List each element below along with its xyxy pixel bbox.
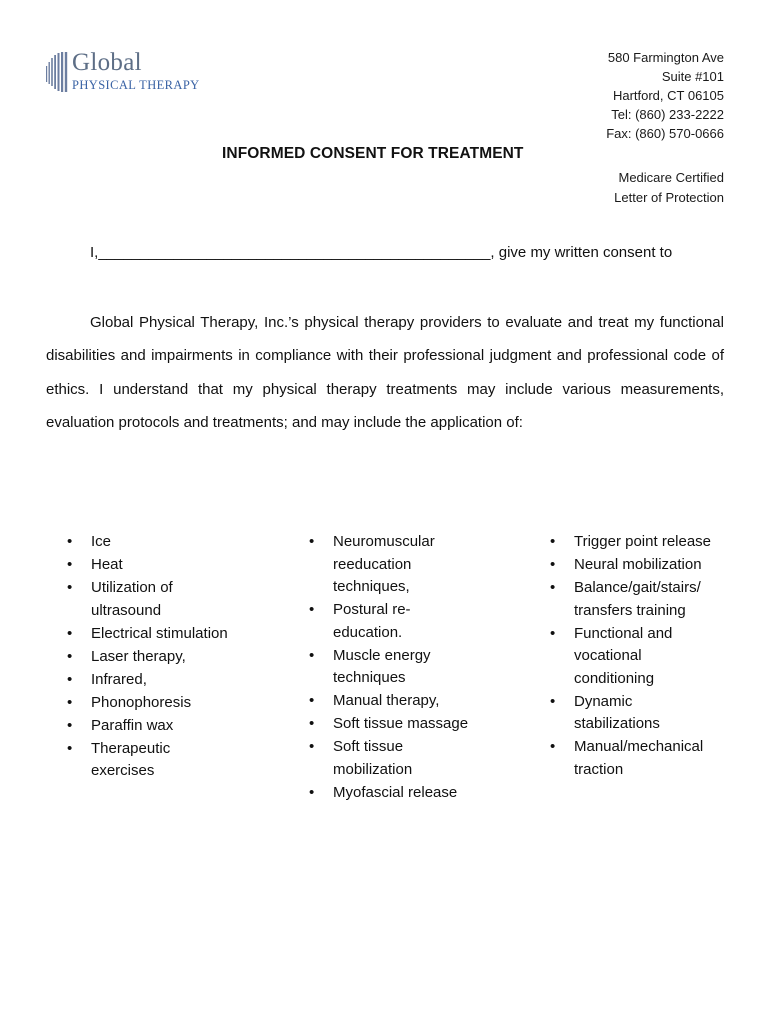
treatment-item: • Therapeutic exercises: [67, 738, 201, 783]
status-medicare: Medicare Certified: [618, 170, 724, 185]
treatment-list-column-2: [309, 531, 499, 805]
treatment-item: • Utilization of ultrasound: [67, 577, 201, 622]
clinic-address: [606, 48, 724, 143]
logo-subtitle: PHYSICAL THERAPY: [72, 78, 200, 92]
treatment-item: • Muscle energy techniques: [309, 645, 453, 690]
treatment-item: • Balance/gait/stairs/ transfers training: [550, 577, 724, 622]
treatment-item: • Postural re-education.: [309, 599, 425, 644]
treatment-item: • Functional and vocational conditioning: [550, 623, 694, 691]
treatment-item: • Ice: [67, 531, 267, 554]
document-title: INFORMED CONSENT FOR TREATMENT: [222, 145, 524, 162]
address-suite: Suite #101: [661, 69, 724, 84]
consent-paragraph: Global Physical Therapy, Inc.’s physical therapy providers to evaluate and treat my functional disabilities and impairments in compliance with their professional judgment and professional code of ethics. I understand that my physical therapy treatments may include various measurements, evaluation protocols and treatments; and may include the application of:: [46, 314, 724, 431]
treatment-item: • Soft tissue massage: [309, 713, 499, 736]
treatment-list-column-1: [67, 531, 267, 783]
logo-wordmark: Global: [72, 49, 142, 76]
treatment-item: • Soft tissue mobilization: [309, 736, 443, 781]
company-logo: [46, 50, 236, 96]
treatment-item: • Infrared,: [67, 669, 267, 692]
treatment-item: • Neuromuscular reeducation techniques,: [309, 531, 453, 599]
treatment-item: • Dynamic stabilizations: [550, 691, 684, 736]
address-fax: Fax: (860) 570-0666: [606, 126, 724, 141]
treatment-item: • Electrical stimulation: [67, 623, 267, 646]
treatment-item: • Heat: [67, 554, 267, 577]
status-letter: Letter of Protection: [614, 190, 724, 205]
treatment-item: • Paraffin wax: [67, 715, 267, 738]
treatment-list-column-3: [550, 531, 740, 782]
address-tel: Tel: (860) 233-2222: [611, 107, 724, 122]
treatment-item: • Manual/mechanical traction: [550, 736, 724, 781]
logo-stripes-icon: [46, 52, 68, 92]
treatment-item: • Laser therapy,: [67, 646, 267, 669]
treatment-item: • Neural mobilization: [550, 554, 740, 577]
treatment-item: • Trigger point release: [550, 531, 740, 554]
treatment-item: • Phonophoresis: [67, 692, 267, 715]
certification-status: [614, 168, 724, 208]
treatment-item: • Myofascial release: [309, 782, 499, 805]
treatment-item: • Manual therapy,: [309, 690, 499, 713]
consent-name-line: I,_______________________________________________, give my written consent to: [90, 244, 673, 261]
address-street: 580 Farmington Ave: [607, 50, 724, 65]
address-city: Hartford, CT 06105: [612, 88, 724, 103]
